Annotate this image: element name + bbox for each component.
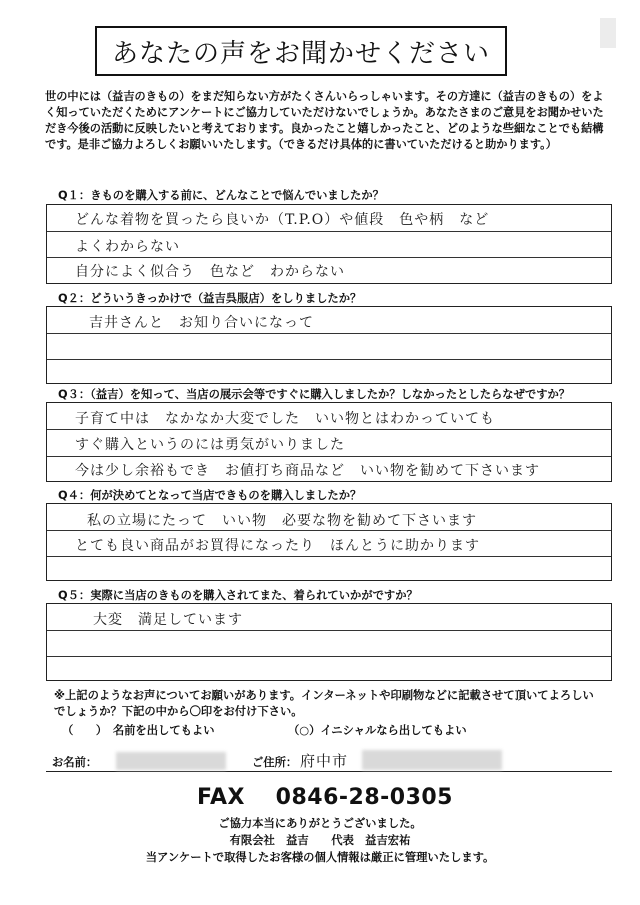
answer-q1-line-3: 自分によく似合う 色など わからない: [75, 264, 345, 280]
question-3-label: Q３：（益吉）を知って、当店の展示会等ですぐに購入しましたか？しなかったとしたらなぜですか？: [58, 388, 571, 401]
redacted-address: [362, 750, 502, 770]
intro-text: 世の中には（益吉のきもの）をまだ知らない方がたくさんいらっしゃいます。その方達に（益吉のきもの）をよく知っていただくためにアンケートにご協力していただけないでしょうか。あなたさまのご意見をお聞かせいただき今後の活動に反映したいと考えております。良かったこと嬉しかったこと、どのような些細なことでも結構です。是非ご協力よろしくお願いいたします。（できるだけ具体的に書いていただけると助かります。）: [45, 90, 604, 151]
option-name-ok[interactable]: （ ） 名前を出してもよい: [62, 724, 215, 737]
publication-request-note: ※上記のようなお声についてお願いがあります。インターネットや印刷物などに記載させて頂いてよろしいでしょうか？下記の中から〇印をお付け下さい。: [54, 689, 594, 718]
scan-mark: [600, 18, 616, 48]
answer-box-q1: [46, 204, 612, 284]
answer-q3-line-3: 今は少し余裕もでき お値打ち商品など いい物を勧めて下さいます: [75, 463, 540, 479]
address-handwritten: 府中市: [300, 752, 349, 770]
answer-q5-line-1: 大変 満足しています: [93, 612, 243, 628]
answer-box-q5: [46, 603, 612, 681]
answer-q4-line-2: とても良い商品がお買得になったり ほんとうに助かります: [75, 538, 480, 554]
answer-q3-line-1: 子育て中は なかなか大変でした いい物とはわかっていても: [75, 411, 495, 427]
option-initials-ok[interactable]: （○）イニシャルなら出してもよい: [288, 724, 467, 737]
answer-box-q2: [46, 306, 612, 384]
question-5-label: Q５：実際に当店のきものを購入されてまた、着られていかがですか？: [58, 589, 418, 602]
fax-number: FAX 0846-28-0305: [197, 785, 453, 810]
name-address-row: [46, 746, 612, 772]
answer-q1-line-2: よくわからない: [75, 239, 180, 255]
answer-q3-line-2: すぐ購入というのには勇気がいりました: [75, 437, 345, 453]
answer-q1-line-1: どんな着物を買ったら良いか（T.P.O）や値段 色や柄 など: [75, 212, 490, 228]
answer-box-q4: [46, 503, 612, 581]
question-1-label: Q１：きものを購入する前に、どんなことで悩んでいましたか？: [58, 189, 384, 202]
privacy-text: 当アンケートで取得したお客様の個人情報は厳正に管理いたします。: [145, 851, 495, 864]
page-title: あなたの声をお聞かせください: [95, 26, 507, 76]
address-label: ご住所：: [252, 756, 298, 769]
answer-q2-line-1: 吉井さんと お知り合いになって: [89, 315, 314, 331]
name-label: お名前：: [52, 756, 98, 769]
question-2-label: Q２：どういうきっかけで（益吉呉服店）をしりましたか？: [58, 292, 362, 305]
thanks-text: ご協力本当にありがとうございました。: [218, 817, 422, 830]
question-4-label: Q４：何が決めてとなって当店できものを購入しましたか？: [58, 489, 362, 502]
company-text: 有限会社 益吉 代表 益吉宏祐: [229, 834, 411, 847]
redacted-name: [116, 752, 226, 770]
answer-box-q3: [46, 402, 612, 482]
answer-q4-line-1: 私の立場にたって いい物 必要な物を勧めて下さいます: [87, 513, 477, 529]
